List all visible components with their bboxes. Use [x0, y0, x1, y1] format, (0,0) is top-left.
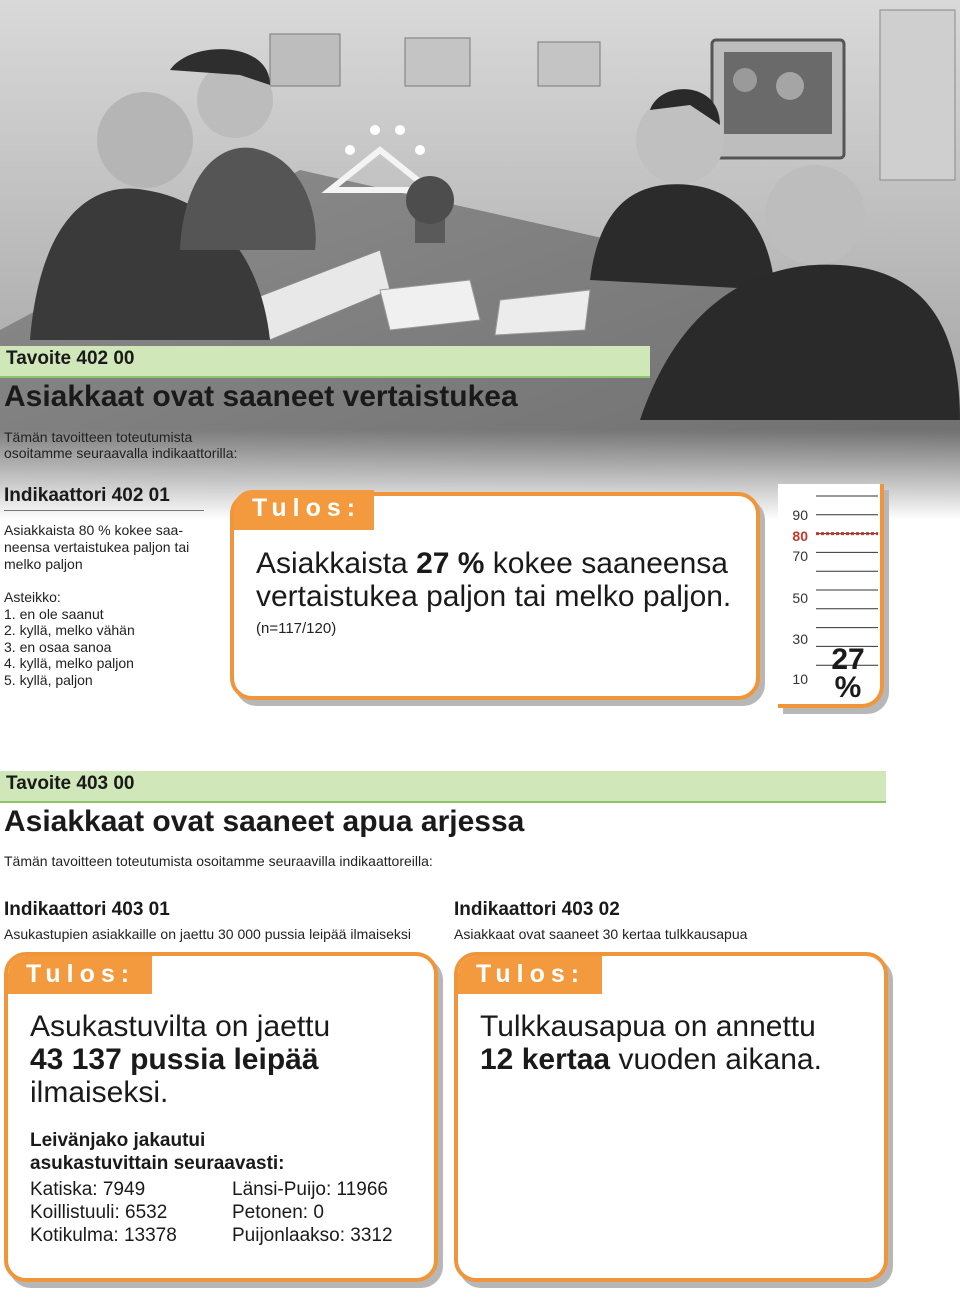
- distribution-heading-line1: Leivänjako jakautui: [30, 1130, 206, 1151]
- indicator-403-01-desc: Asukastupien asiakkaille on jaettu 30 000 pussia leipää ilmaiseksi: [4, 926, 412, 942]
- distribution-row: [30, 1178, 420, 1201]
- gauge-tick-10: 10: [792, 671, 808, 687]
- goal-403-intro: Tämän tavoitteen toteutumista osoitamme seuraavilla indikaattoreilla:: [4, 853, 433, 869]
- gauge-tick-80: 80: [792, 528, 808, 544]
- result-card-403-02: [454, 952, 888, 1282]
- gauge-result-number: 27: [831, 643, 865, 676]
- distribution-cell: Petonen: 0: [232, 1202, 324, 1223]
- goal-402-label-bar: [0, 346, 650, 378]
- result-403-01-line3: ilmaiseksi.: [30, 1076, 169, 1109]
- distribution-heading-line2: asukastuvittain seuraavasti:: [30, 1153, 285, 1174]
- result-tab-402: [234, 490, 374, 530]
- indicator-402-01-desc: [4, 522, 219, 573]
- result-403-02-line2: 12 kertaa vuoden aikana.: [480, 1043, 822, 1076]
- result-tab-label: Tulos:: [26, 960, 136, 988]
- scale-item: 5. kyllä, paljon: [4, 671, 93, 688]
- result-403-01-line2: 43 137 pussia leipää: [30, 1043, 319, 1076]
- indicator-402-01-title: Indikaattori 402 01: [4, 485, 170, 506]
- result-403-01-text: [30, 1010, 420, 1109]
- goal-402-label: Tavoite 402 00: [6, 348, 135, 369]
- distribution-cell: Kotikulma: 13378: [30, 1225, 177, 1246]
- scale-list: [4, 589, 219, 688]
- goal-402-title: Asiakkaat ovat saaneet vertaistukea: [4, 380, 518, 413]
- result-tab-403-02: [458, 956, 602, 994]
- result-402-line2: vertaistukea paljon tai melko paljon.: [256, 580, 732, 613]
- distribution-heading: [30, 1129, 420, 1175]
- result-403-02-line1: Tulkkausapua on annettu: [480, 1010, 816, 1043]
- scale-item: 1. en ole saanut: [4, 605, 104, 622]
- result-402-sample-size: (n=117/120): [256, 620, 337, 637]
- distribution-row: [30, 1224, 420, 1247]
- distribution-cell: Katiska: 7949: [30, 1179, 146, 1200]
- indicator-403-02-title: Indikaattori 403 02: [454, 899, 620, 920]
- gauge-tick-90: 90: [792, 507, 808, 523]
- gauge-tick-50: 50: [792, 590, 808, 606]
- distribution-cell: Länsi-Puijo: 11966: [232, 1179, 388, 1200]
- goal-403-title: Asiakkaat ovat saaneet apua arjessa: [4, 805, 525, 838]
- indicator-402-01-desc-line1: Asiakkaista 80 % kokee saa-: [4, 522, 183, 538]
- result-403-02-count: 12 kertaa: [480, 1043, 611, 1076]
- result-tab-403-01: [8, 956, 152, 994]
- scale-item: 4. kyllä, melko paljon: [4, 655, 134, 671]
- goal-403-label: Tavoite 403 00: [6, 773, 135, 794]
- distribution-table: [30, 1178, 420, 1247]
- gauge-tick-30: 30: [792, 631, 808, 647]
- distribution-cell: Puijonlaakso: 3312: [232, 1225, 393, 1246]
- result-402-line1: Asiakkaista 27 % kokee saaneensa: [256, 547, 728, 580]
- result-tab-label: Tulos:: [252, 494, 362, 522]
- result-403-02-text: [480, 1010, 875, 1076]
- indicator-403-02-desc: Asiakkaat ovat saaneet 30 kertaa tulkkausapua: [454, 926, 748, 942]
- distribution-cell: Koillistuuli: 6532: [30, 1202, 168, 1223]
- indicator-402-01-desc-line2: neensa vertaistukea paljon tai: [4, 539, 190, 555]
- result-tab-label: Tulos:: [476, 960, 586, 988]
- goal-402-intro-line1: Tämän tavoitteen toteutumista: [4, 429, 193, 445]
- scale-item: 2. kyllä, melko vähän: [4, 622, 135, 638]
- scale-item: 3. en osaa sanoa: [4, 638, 112, 655]
- indicator-402-01-rule: [4, 510, 204, 511]
- indicator-402-01-desc-line3: melko paljon: [4, 556, 83, 572]
- result-402-text: [256, 547, 746, 613]
- gauge-lines: [816, 496, 878, 665]
- gauge-result-unit: %: [834, 671, 862, 704]
- result-403-01-line1: Asukastuvilta on jaettu: [30, 1010, 331, 1043]
- gauge-tick-70: 70: [792, 548, 808, 564]
- indicator-403-01-title: Indikaattori 403 01: [4, 899, 170, 920]
- goal-402-intro: [4, 429, 334, 461]
- goal-402-intro-line2: osoitamme seuraavalla indikaattorilla:: [4, 445, 238, 461]
- distribution-row: [30, 1201, 420, 1224]
- scale-heading: Asteikko:: [4, 589, 61, 605]
- goal-403-label-bar: [0, 771, 886, 803]
- result-402-percent: 27 %: [416, 547, 485, 580]
